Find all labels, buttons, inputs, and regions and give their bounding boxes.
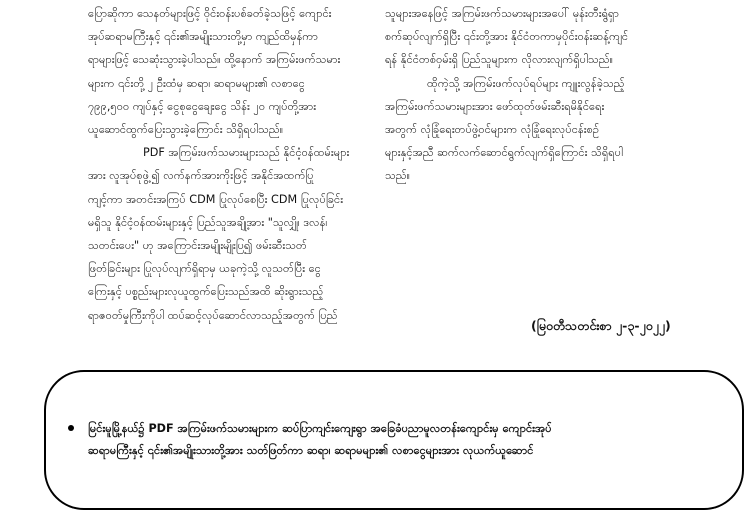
text-line: ကြေးနှင့် ပစ္စည်းများလုယူထွက်ပြေးသည်အထိ ဆိုးရွားသည့် [88, 285, 324, 299]
left-paragraph-2 [88, 141, 376, 327]
text-line: များနှင့်အညီ ဆက်လက်ဆောင်ရွက်လျက်ရှိကြောင်း သိရှိရပါ [385, 146, 623, 160]
text-line: များက ၎င်းတို့ ၂ ဦးထံမှ ဆရာ၊ ဆရာမများ၏ လစာငွေ [88, 76, 305, 90]
text-line: မရှိသူ နိုင်ငံ့ဝန်ထမ်းများနှင့် ပြည်သူအချို့အား "သူလျှို၊ ဒလန်၊ [88, 215, 328, 229]
text-line: သူများအနေဖြင့် အကြမ်းဖက်သမားများအပေါ် မုန်းတီးရွံရှာ [385, 7, 620, 20]
right-paragraph-2 [385, 72, 655, 188]
text-line: ဖြတ်ခြင်းများ ပြုလုပ်လျက်ရှိရာမှ ယခုကဲ့သို့ လူသတ်ပြီး ငွေ [88, 262, 321, 276]
text-line: မြင်းမူမြို့နယ်၌ PDF အကြမ်းဖက်သမားများက ဆပ်ပြာကျင်းကျေးရွာ အခြေခံပညာမူလတန်းကျောင်းမှ ကျောင်းအုပ် [88, 422, 552, 435]
text-line: ပြောဆိုကာ သေနတ်များဖြင့် ဝိုင်းဝန်းပစ်ခတ်ခဲ့သဖြင့် ကျောင်း [88, 7, 332, 20]
text-line: အတွက် လုံခြုံရေးတပ်ဖွဲ့ဝင်များက လုံခြုံရေးလုပ်ငန်းစဉ် [385, 123, 600, 137]
text-line: ကျင့်ကာ အတင်းအကြပ် CDM ပြုလုပ်စေပြီး CDM ပြုလုပ်ခြင်း [88, 192, 344, 206]
text-line: ရာဇဝတ်မှုကြီးကိုပါ ထပ်ဆင့်လုပ်ဆောင်လာသည့်အတွက် ပြည် [88, 308, 338, 322]
left-column [88, 2, 376, 327]
bullet-text [88, 418, 718, 462]
text-line: ဆရာမကြီးနှင့် ၎င်း၏အမျိုးသားတို့အား သတ်ဖြတ်ကာ ဆရာ၊ ဆရာမများ၏ လစာငွေများအား လုယက်ယူဆောင် [88, 444, 534, 457]
right-column [385, 2, 655, 188]
text-line: အုပ်ဆရာမကြီးနှင့် ၎င်း၏အမျိုးသားတို့မှာ ကျည်ထိမှန်ကာ [88, 30, 318, 44]
highlight-box [44, 370, 744, 510]
text-line: သတင်းပေး" ဟု အကြောင်းအမျိုးမျိုးပြ၍ ဖမ်းဆီးသတ် [88, 239, 307, 253]
text-line: ထိုကဲ့သို့ အကြမ်းဖက်လုပ်ရပ်များ ကျူးလွန်ခဲ့သည့် [427, 76, 625, 90]
text-line: အကြမ်းဖက်သမားများအား ဖော်ထုတ်ဖမ်းဆီးရမိနိုင်ရေး [385, 99, 605, 113]
source-date: (မြဝတီသတင်းစာ ၂-၃-၂၀၂၂) [531, 318, 671, 333]
left-paragraph-1 [88, 2, 376, 141]
right-paragraph-1 [385, 2, 655, 72]
bullet-icon [68, 425, 74, 431]
text-line: PDF အကြမ်းဖက်သမားများသည် နိုင်ငံ့ဝန်ထမ်းများ [143, 146, 350, 160]
text-line: သည်။ [385, 169, 411, 183]
text-line: ရာများဖြင့် သေဆုံးသွားခဲ့ပါသည်။ ထို့နောက် အကြမ်းဖက်သမား [88, 53, 341, 67]
text-line: ရန် နိုင်ငံတစ်ဝှမ်းရှိ ပြည်သူများက လိုလားလျက်ရှိပါသည်။ [385, 53, 614, 67]
text-line: ၇၉၉,၅၀၀ ကျပ်နှင့် ငွေစုငွေချေးငွေ သိန်း ၂၀ ကျပ်တို့အား [88, 99, 317, 113]
text-line: ယူဆောင်ထွက်ပြေးသွားခဲ့ကြောင်း သိရှိရပါသည်။ [88, 123, 284, 137]
text-line: စက်ဆုပ်လျက်ရှိပြီး ၎င်းတို့အား နိုင်ငံတကာမှပိုင်းဝန်းဆန့်ကျင် [385, 30, 629, 44]
text-line: အား လူအုပ်စုဖွဲ့၍ လက်နက်အားကိုးဖြင့် အနိုင်အထက်ပြု [88, 169, 314, 183]
